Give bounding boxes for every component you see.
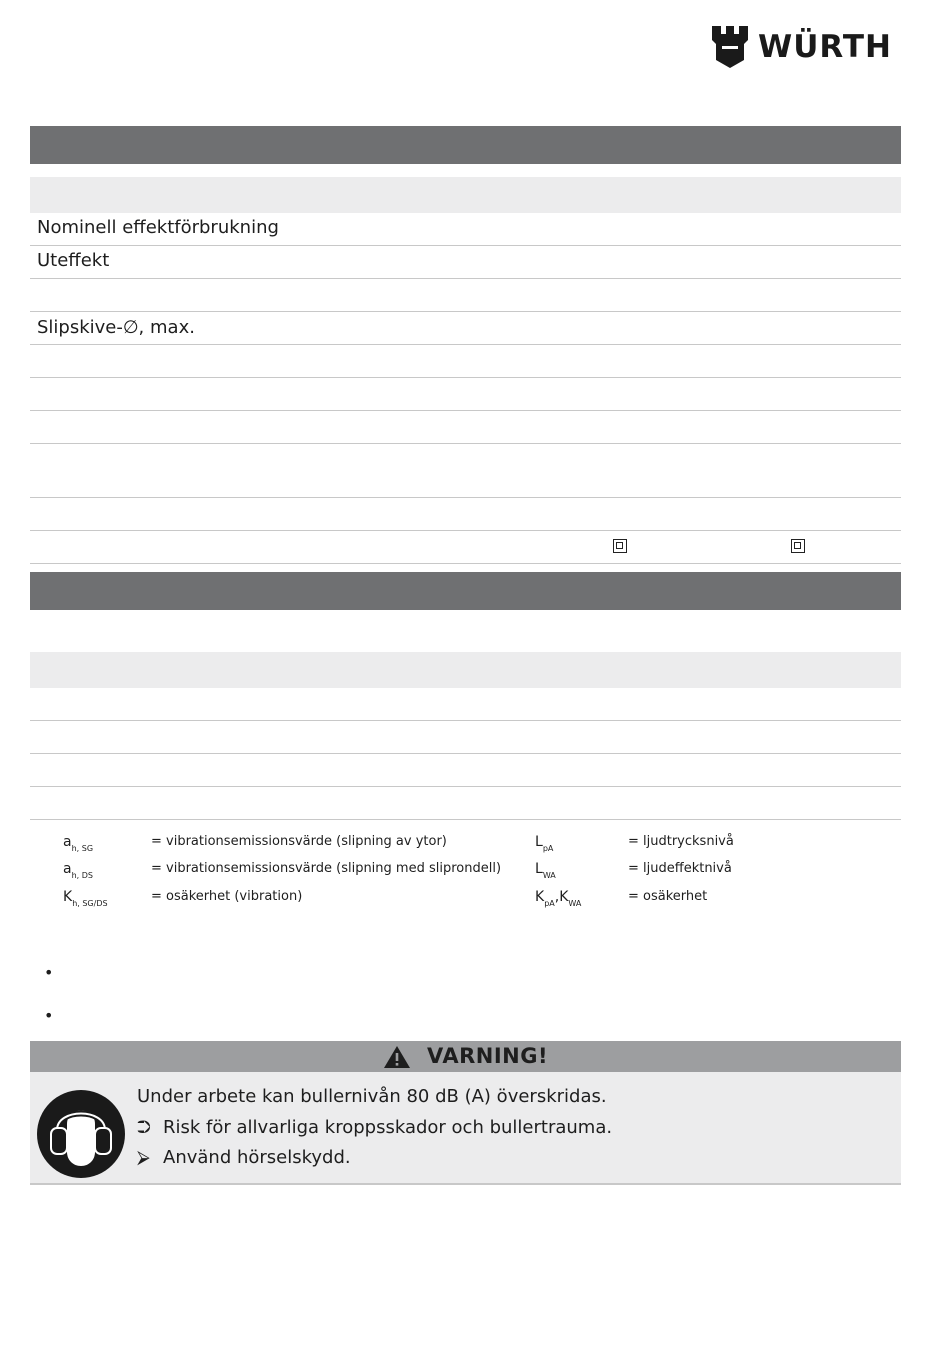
- table-divider: [30, 245, 901, 246]
- section-header-technical-data: [30, 126, 901, 164]
- legend-description: = osäkerhet (vibration): [151, 889, 303, 904]
- warning-title: VARNING!: [427, 1044, 549, 1068]
- table-divider: [30, 819, 901, 820]
- table-divider: [30, 410, 901, 411]
- warning-action-text: Använd hörselskydd.: [163, 1147, 351, 1168]
- spec-label-disc-diameter: Slipskive-∅, max.: [37, 317, 195, 338]
- table-divider: [30, 530, 901, 531]
- arrowhead-right-icon: ⮚: [137, 1147, 150, 1168]
- legend-symbol: $K_{h, SG/DS}$: [63, 889, 108, 908]
- warning-triangle-icon: [383, 1045, 411, 1069]
- legend-description: = ljudtrycksnivå: [628, 834, 734, 849]
- table-divider: [30, 753, 901, 754]
- legend-description: = osäkerhet: [628, 889, 708, 904]
- ear-protection-icon: [37, 1090, 125, 1178]
- table-divider: [30, 786, 901, 787]
- spec-label-output-power: Uteffekt: [37, 250, 110, 271]
- table-divider: [30, 497, 901, 498]
- wurth-crest-icon: [712, 26, 748, 68]
- table-subheader: [30, 177, 901, 213]
- legend-description: = ljudeffektnivå: [628, 861, 732, 876]
- bullet-point: •: [44, 963, 54, 982]
- arrow-right-circle-icon: ⮊: [137, 1117, 151, 1138]
- legend-description: = vibrationsemissionsvärde (slipning av ytor): [151, 834, 447, 849]
- legend-description: = vibrationsemissionsvärde (slipning med sliprondell): [151, 861, 502, 876]
- legend-symbol: $L_{WA}$: [535, 861, 556, 880]
- legend-symbol: $a_{h, DS}$: [63, 861, 93, 880]
- table-divider: [30, 311, 901, 312]
- section-header-noise-vibration: [30, 572, 901, 610]
- warning-hazard-text: Under arbete kan bullernivån 80 dB (A) överskridas.: [137, 1086, 607, 1107]
- legend-symbol: $K_{pA},K_{WA}$: [535, 889, 582, 908]
- wurth-wordmark: WÜRTH: [758, 29, 892, 65]
- warning-consequence-text: Risk för allvarliga kroppsskador och bullertrauma.: [163, 1117, 613, 1138]
- wurth-logo: [712, 26, 892, 68]
- protection-class-ii-icon: [791, 539, 805, 553]
- legend-symbol: $a_{h, SG}$: [63, 834, 94, 853]
- bullet-point: •: [44, 1006, 54, 1025]
- warning-consequence: [137, 1117, 612, 1138]
- protection-class-ii-icon: [613, 539, 627, 553]
- table-divider: [30, 344, 901, 345]
- table-divider: [30, 377, 901, 378]
- table-divider: [30, 720, 901, 721]
- table-subheader: [30, 652, 901, 688]
- table-divider: [30, 278, 901, 279]
- spec-label-rated-power: Nominell effektförbrukning: [37, 217, 279, 238]
- warning-action: [137, 1147, 351, 1168]
- legend-symbol: $L_{pA}$: [535, 834, 554, 853]
- table-divider: [30, 443, 901, 444]
- table-divider: [30, 563, 901, 564]
